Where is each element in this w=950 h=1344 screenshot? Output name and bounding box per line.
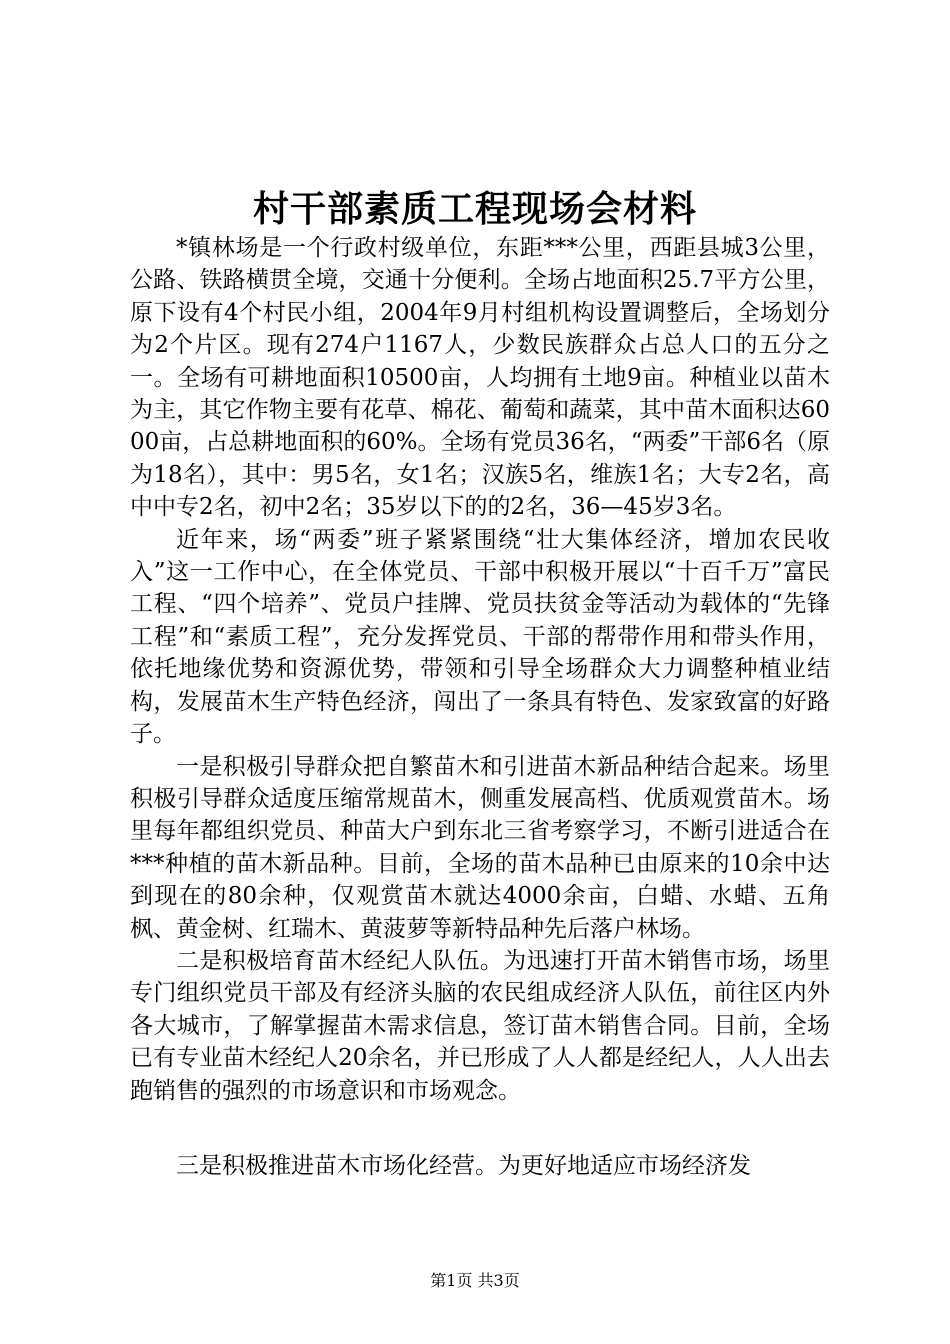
- document-body: [130, 232, 830, 1107]
- paragraph-point-three: 三是积极推进苗木市场化经营。为更好地适应市场经济发: [176, 1153, 751, 1179]
- document-title: 村干部素质工程现场会材料: [252, 188, 697, 230]
- paragraph-point-two: 二是积极培育苗木经纪人队伍。为迅速打开苗木销售市场，场里专门组织党员干部及有经济头脑的农民组成经济人队伍，前往区内外各大城市，了解掌握苗木需求信息，签订苗木销售合同。目前，全场已有专业苗木经纪人20余名，并已形成了人人都是经纪人，人人出去跑销售的强烈的市场意识和市场观念。: [130, 947, 830, 1104]
- paragraph-overview: 近年来，场“两委”班子紧紧围绕“壮大集体经济，增加农民收入”这一工作中心，在全体党员、干部中积极开展以“十百千万”富民工程、“四个培养”、党员户挂牌、党员扶贫金等活动为载体的“先锋工程”和“素质工程”，充分发挥党员、干部的帮带作用和带头作用，依托地缘优势和资源优势，带领和引导全场群众大力调整种植业结构，发展苗木生产特色经济，闯出了一条具有特色、发家致富的好路子。: [130, 526, 830, 748]
- paragraph-intro: *镇林场是一个行政村级单位，东距***公里，西距县城3公里，公路、铁路横贯全境，交通十分便利。全场占地面积25.7平方公里，原下设有4个村民小组，2004年9月村组机构设置调整后，全场划分为2个片区。现有274户1167人，少数民族群众占总人口的五分之一。全场有可耕地面积10500亩，人均拥有土地9亩。种植业以苗木为主，其它作物主要有花草、棉花、葡萄和蔬菜，其中苗木面积达6000亩，占总耕地面积的60%。全场有党员36名，“两委”干部6名（原为18名），其中：男5名，女1名；汉族5名，维族1名；大专2名，高中中专2名，初中2名；35岁以下的的2名，36—45岁3名。: [130, 235, 830, 521]
- page-footer: 第1页 共3页: [430, 1271, 520, 1290]
- paragraph-point-one: 一是积极引导群众把自繁苗木和引进苗木新品种结合起来。场里积极引导群众适度压缩常规苗木，侧重发展高档、优质观赏苗木。场里每年都组织党员、种苗大户到东北三省考察学习，不断引进适合在***种植的苗木新品种。目前，全场的苗木品种已由原来的10余中达到现在的80余种，仅观赏苗木就达4000余亩，白蜡、水蜡、五角枫、黄金树、红瑞木、黄菠萝等新特品种先后落户林场。: [130, 753, 830, 942]
